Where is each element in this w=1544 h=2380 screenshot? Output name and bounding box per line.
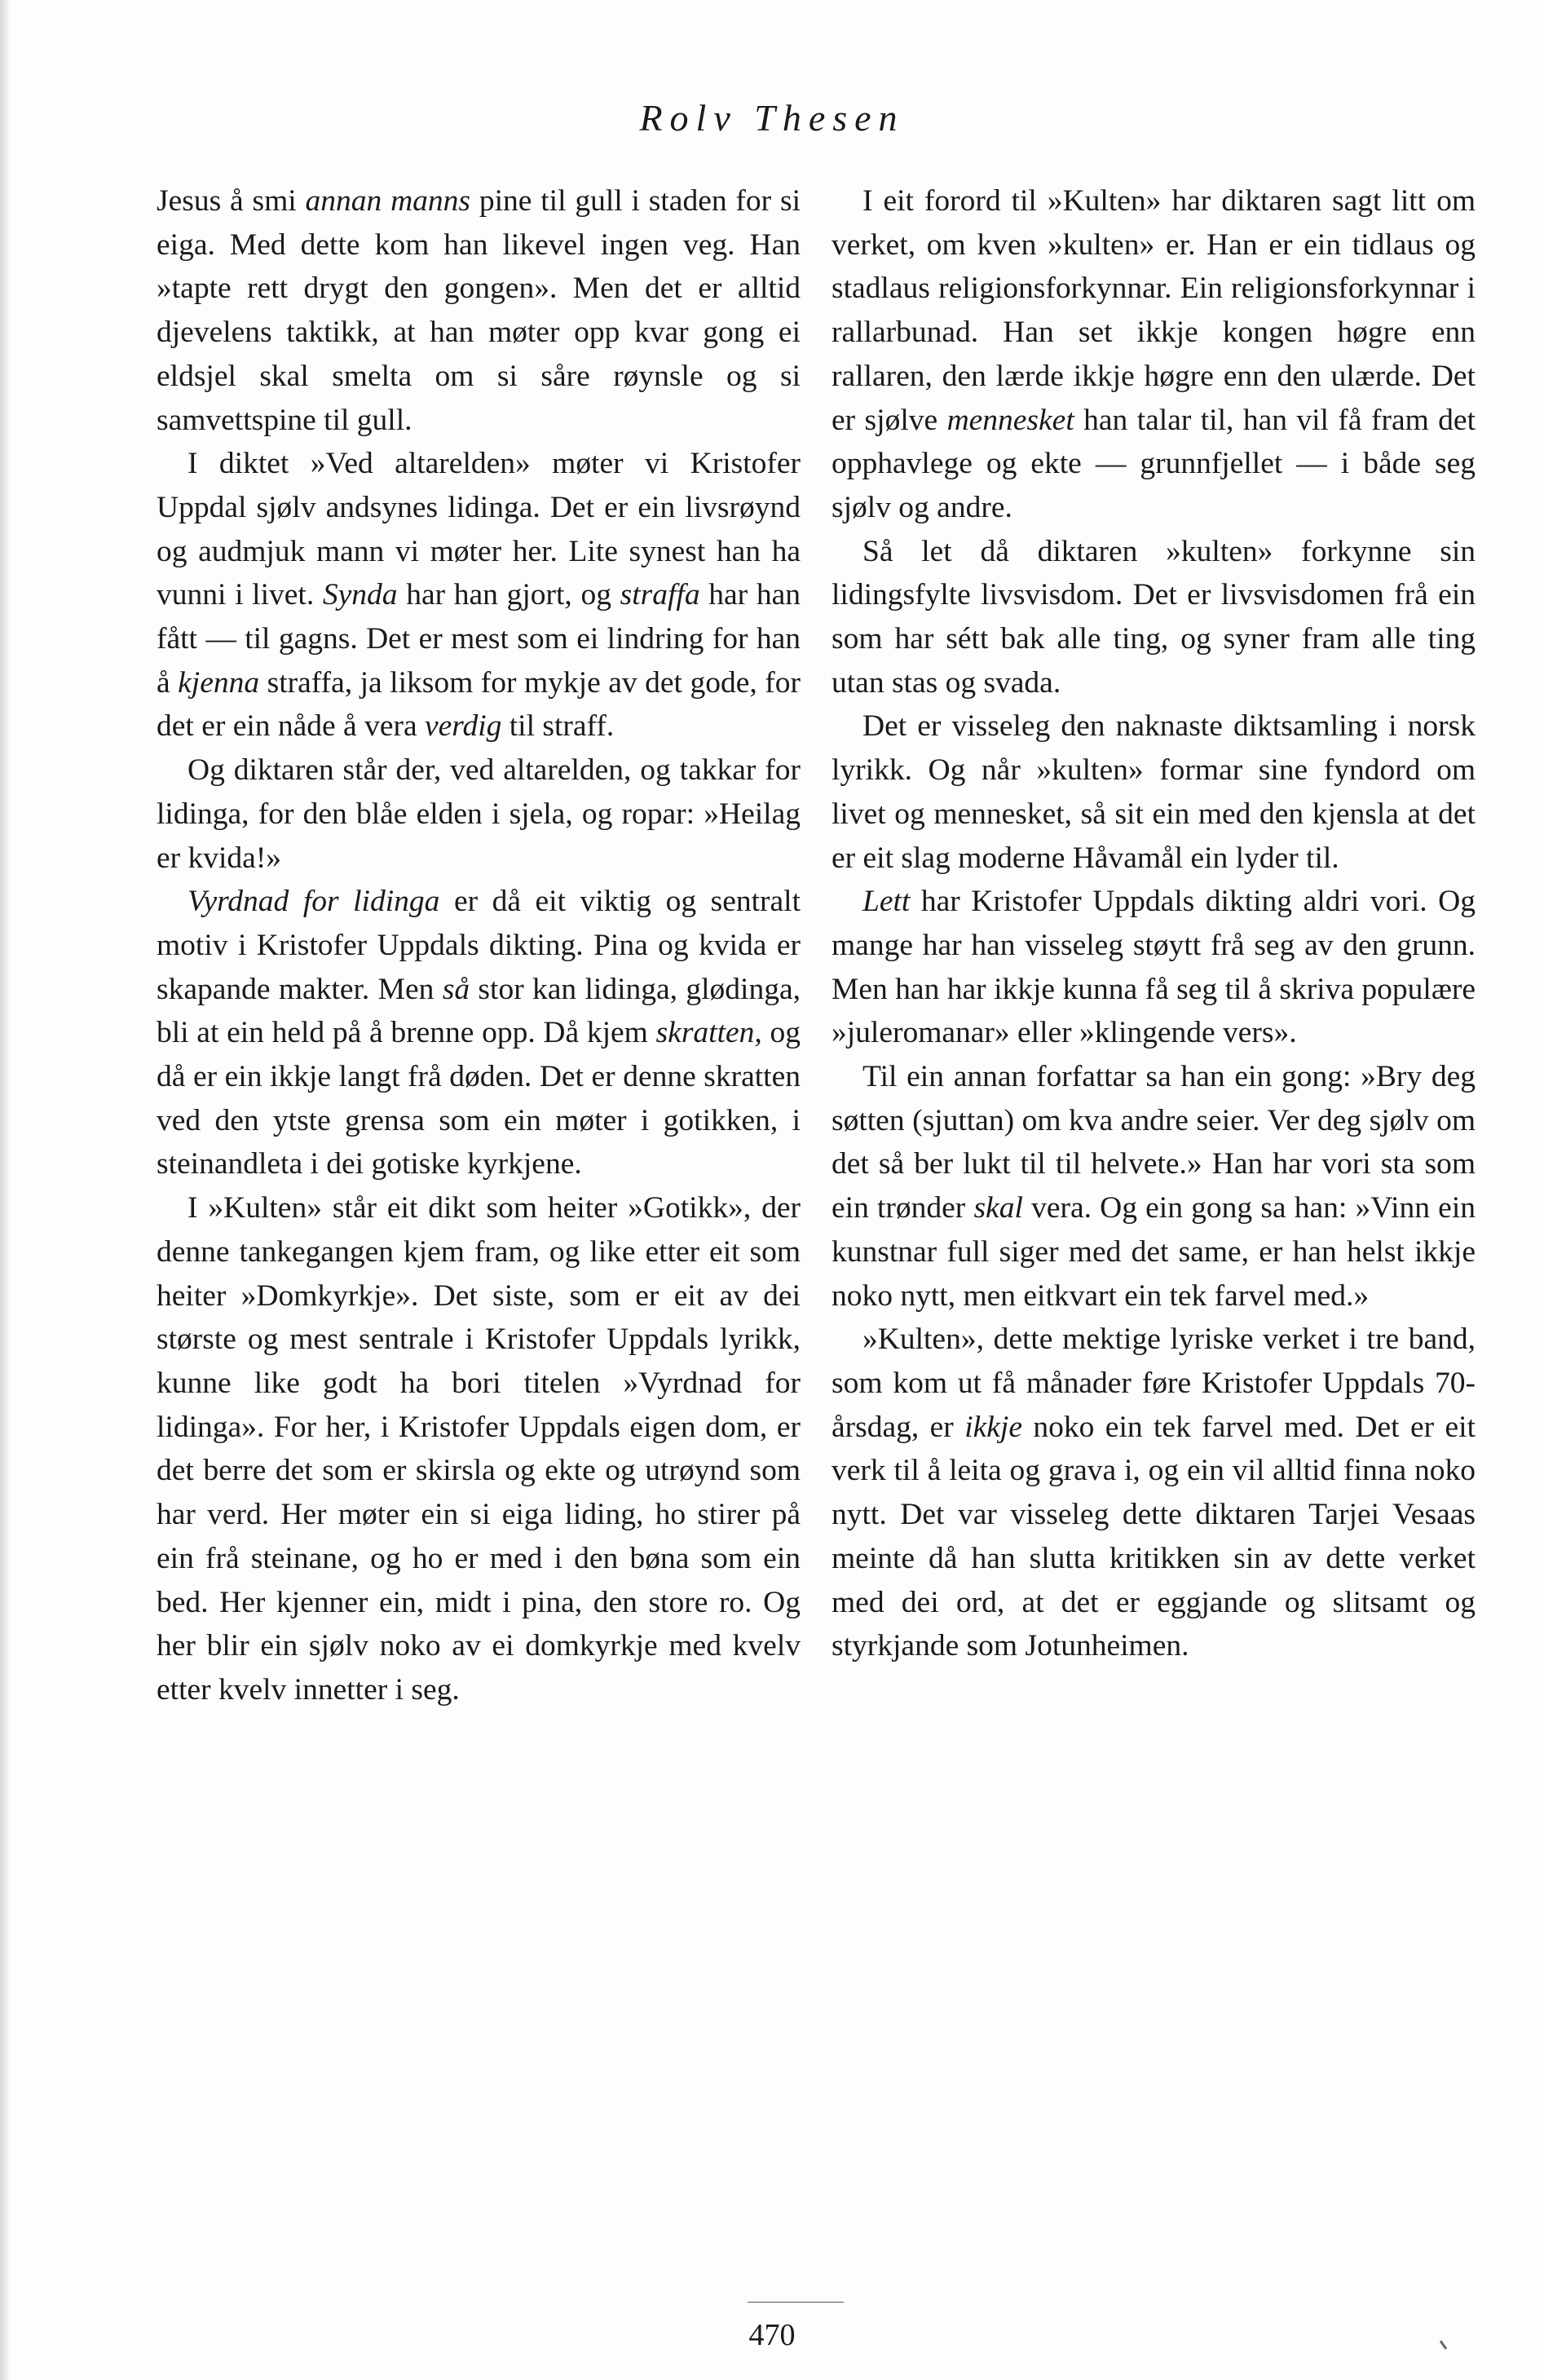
paragraph: [157, 442, 801, 748]
italic-run: mennesket: [946, 403, 1074, 437]
italic-run: så: [442, 972, 470, 1006]
text-run: og då er ein ikkje langt frå døden. Det er denne skratten ved den ytste grensa som ein møter i gotikken, i steinandleta i dei gotiske kyrkjene.: [157, 1016, 801, 1181]
italic-run: Synda: [322, 578, 398, 612]
italic-run: skal: [973, 1191, 1023, 1225]
paragraph: [832, 1055, 1476, 1318]
folio-rule: [748, 2302, 844, 2303]
left-column: [157, 179, 801, 1712]
text-run: til straff.: [501, 709, 615, 744]
italic-run: kjenna: [178, 665, 260, 700]
paragraph: [157, 880, 801, 1186]
text-run: har han fått — til gagns. Det er mest som ei lindring for han å: [157, 578, 801, 700]
page-edge-shadow: [0, 0, 11, 2380]
text-run: noko ein tek farvel med. Det er eit verk til å leita og grava i, og ein vil alltid finna noko nytt. Det var visseleg dette diktaren Tarjei Vesaas meinte då han slutta kritikken sin av dette verket med dei ord, at det er eggjande og slitsamt og styrkjande som Jotunheimen.: [832, 1410, 1476, 1663]
text-run: har Kristofer Uppdals dikting aldri vori. Og mange har han visseleg støytt frå seg av den grunn. Men han har ikkje kunna få seg til å skriva populære »juleromanar» eller »klingende vers».: [832, 885, 1476, 1050]
italic-run: ikkje: [964, 1410, 1022, 1444]
text-run: I eit forord til »Kulten» har diktaren sagt litt om verket, om kven »kulten» er. Han er ein tidlaus og stadlaus religionsforkynnar. Ein religionsforkynnar i rallarbunad. Han set ikkje kongen høgre enn rallaren, den lærde ikkje høgre enn den ulærde. Det er sjølve: [832, 184, 1476, 437]
text-run: »Kulten», dette mektige lyriske verket i tre band, som kom ut få månader føre Kristofer Uppdals 70-årsdag, er: [832, 1322, 1476, 1444]
right-column: [832, 179, 1476, 1668]
italic-run: Lett: [862, 885, 911, 919]
paragraph: [832, 1318, 1476, 1668]
italic-run: verdig: [424, 709, 502, 744]
text-run: Jesus å smi: [157, 184, 306, 218]
text-run: stor kan lidinga, glødinga, bli at ein held på å brenne opp. Då kjem: [157, 972, 801, 1050]
running-head: Rolv Thesen: [639, 97, 905, 139]
text-run: vera. Og ein gong sa han: »Vinn ein kunstnar full siger med det same, er han helst ikkje noko nytt, men eitkvart ein tek farvel med.»: [832, 1191, 1476, 1313]
paragraph: Og diktaren står der, ved altarelden, og takkar for lidinga, for den blåe elden i sjela, og ropar: »Heilag er kvida!»: [157, 753, 801, 875]
text-run: I diktet »Ved altarelden» møter vi Kristofer Uppdal sjølv andsynes lidinga. Det er ein livsrøynd og audmjuk mann vi møter her. Lite synest han ha vunni i livet.: [157, 447, 801, 612]
italic-run: Vyrdnad for lidinga: [187, 885, 440, 919]
text-run: pine til gull i staden for si eiga. Med dette kom han likevel ingen veg. Han »tapte rett drygt den gongen». Men det er alltid djevelens taktikk, at han møter opp kvar gong ei eldsjel skal smelta om si såre røynsle og si samvettspine til gull.: [157, 184, 801, 437]
text-run: han talar til, han vil få fram det opphavlege og ekte — grunnfjellet — i både seg sjølv og andre.: [832, 403, 1476, 524]
italic-run: straffa: [620, 578, 700, 612]
paragraph: [832, 179, 1476, 530]
paragraph: [157, 179, 801, 442]
text-run: Til ein annan forfattar sa han ein gong: »Bry deg søtten (sjuttan) om kva andre seier. Ver deg sjølv om det så ber lukt til til helvete.» Han har vori sta som ein trønder: [832, 1060, 1476, 1225]
text-run: er då eit viktig og sentralt motiv i Kristofer Uppdals dikting. Pina og kvida er skapande makter. Men: [157, 885, 801, 1006]
page-number: 470: [748, 2318, 796, 2352]
paragraph: Så let då diktaren »kulten» forkynne sin lidingsfylte livsvisdom. Det er livsvisdomen frå ein som har sétt bak alle ting, og syner fram alle ting utan stas og svada.: [832, 534, 1476, 700]
text-run: har han gjort, og: [397, 578, 620, 612]
text-run: straffa, ja liksom for mykje av det gode, for det er ein nåde å vera: [157, 665, 801, 744]
paragraph: [832, 880, 1476, 1055]
paragraph: Det er visseleg den naknaste diktsamling i norsk lyrikk. Og når »kulten» formar sine fyndord om livet og mennesket, så sit ein med den kjensla at det er eit slag moderne Håvamål ein lyder til.: [832, 709, 1476, 875]
italic-run: annan manns: [305, 184, 471, 218]
paragraph: I »Kulten» står eit dikt som heiter »Gotikk», der denne tankegangen kjem fram, og like etter eit som heiter »Domkyrkje». Det siste, som er eit av dei største og mest sentrale i Kristofer Uppdals lyrikk, kunne like godt ha bori titelen »Vyrdnad for lidinga». For her, i Kristofer Uppdals eigen dom, er det berre det som er skirsla og ekte og utrøynd som har verd. Her møter ein si eiga liding, ho stirer på ein frå steinane, og ho er med i den bøna som ein bed. Her kjenner ein, midt i pina, den store ro. Og her blir ein sjølv noko av ei domkyrkje med kvelv etter kvelv innetter i seg.: [157, 1191, 801, 1707]
italic-run: skratten,: [655, 1016, 762, 1050]
